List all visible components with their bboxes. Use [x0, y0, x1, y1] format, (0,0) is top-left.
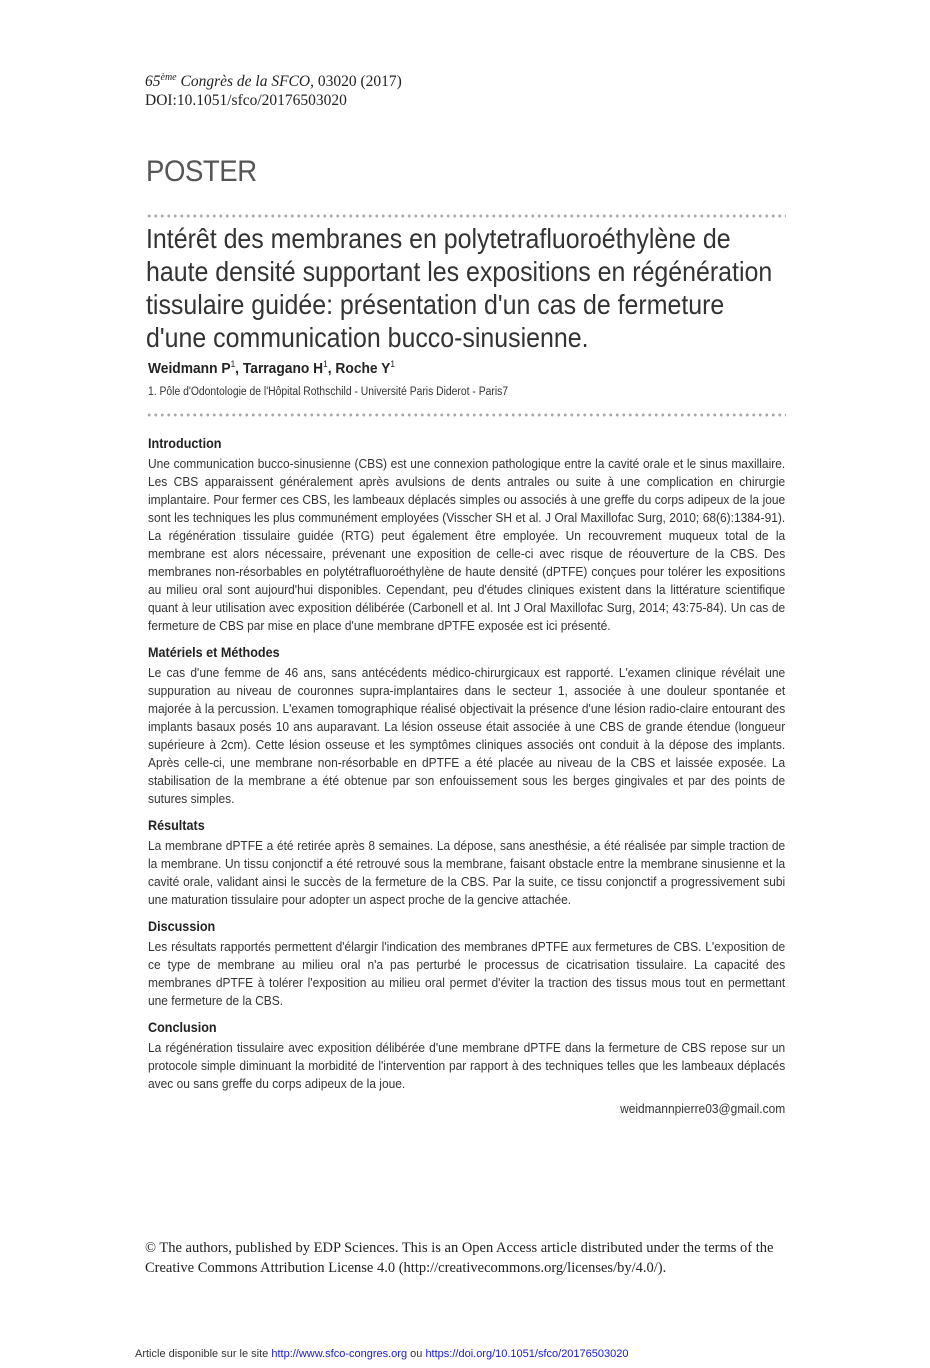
- section-conclusion: [148, 1018, 785, 1093]
- footer-middle: ou: [407, 1348, 426, 1360]
- author-separator: ,: [235, 360, 243, 377]
- citation-line: [145, 72, 402, 91]
- dotted-divider-top: [146, 214, 786, 218]
- license-notice: © The authors, published by EDP Sciences. This is an Open Access article distributed under the terms of the Creative Commons Attribution License 4.0 (http://creativecommons.org/licenses/by/4.0/).: [145, 1240, 774, 1276]
- paper-title: Intérêt des membranes en polytetrafluoroéthylène de haute densité supportant les expositions en régénération tissulaire guidée: présentation d'un cas de fermeture d'une communication bucco-sinusienne.: [146, 223, 773, 353]
- section-heading: Introduction: [148, 435, 222, 451]
- section-heading: Discussion: [148, 918, 216, 934]
- section-results: [148, 816, 785, 909]
- author: [335, 360, 395, 377]
- citation-suffix: , 03020 (2017): [310, 73, 402, 90]
- dotted-divider-bottom: [146, 413, 786, 417]
- footer: [135, 1348, 629, 1360]
- author: [148, 360, 243, 377]
- footer-link-sfco[interactable]: http://www.sfco-congres.org: [271, 1348, 408, 1360]
- poster-body: [148, 434, 785, 1116]
- section-heading: Conclusion: [148, 1019, 217, 1035]
- section-heading: Résultats: [148, 817, 205, 833]
- affiliation: 1. Pôle d'Odontologie de l'Hôpital Rothschild - Université Paris Diderot - Paris7: [148, 386, 509, 398]
- journal-citation: [145, 72, 402, 110]
- author-affiliation-mark: 1: [323, 359, 328, 369]
- author-affiliation-mark: 1: [230, 359, 236, 369]
- doi: DOI:10.1051/sfco/20176503020: [145, 92, 347, 109]
- section-introduction: [148, 434, 785, 635]
- author-list: [148, 360, 395, 377]
- section-label: POSTER: [146, 155, 257, 188]
- section-text: La régénération tissulaire avec exposition délibérée d'une membrane dPTFE dans la fermeture de CBS repose sur un protocole simple diminuant la morbidité de l'intervention par rapport à des techniques telles que les lambeaux déplacés avec ou sans greffe du corps adipeux de la joue.: [148, 1040, 786, 1091]
- congress-ordinal: 65ème Congrès de la SFCO: [145, 72, 311, 90]
- author-separator: ,: [327, 360, 336, 377]
- section-methods: [148, 643, 785, 808]
- section-text: La membrane dPTFE a été retirée après 8 semaines. La dépose, sans anesthésie, a été réalisée par simple traction de la membrane. Un tissu conjonctif a été retrouvé sous la membrane, faisant obstacle entre la membrane sinusienne et la cavité orale, validant ainsi le succès de la fermeture de la CBS. Par la suite, ce tissu conjonctif a progressivement subi une maturation tissulaire pour adopter un aspect proche de la gencive attachée.: [148, 838, 786, 907]
- section-heading: Matériels et Méthodes: [148, 644, 280, 660]
- section-text: Les résultats rapportés permettent d'élargir l'indication des membranes dPTFE aux fermetures de CBS. L'exposition de ce type de membrane au milieu oral n'a pas perturbé le processus de cicatrisation tissulaire. La capacité des membranes dPTFE à tolérer l'exposition au milieu oral permet d'éviter la traction des tissus mous tout en permettant une fermeture de la CBS.: [148, 939, 786, 1008]
- author-name: Tarragano H: [242, 360, 324, 377]
- author: [243, 360, 336, 377]
- section-text: Le cas d'une femme de 46 ans, sans antécédents médico-chirurgicaux est rapporté. L'examen clinique révélait une suppuration au niveau de couronnes supra-implantaires dans le secteur 1, associée à une douleur spontanée et majorée à la percussion. L'examen tomographique réalisé objectivait la présence d'une lésion radio-claire entourant des implants basaux posés 10 ans auparavant. La lésion osseuse était associée à une CBS de grande étendue (longueur supérieure à 2cm). Cette lésion osseuse et les symptômes cliniques associés ont conduit à la dépose des implants. Après celle-ci, une membrane non-résorbable en dPTFE a été placée au niveau de la CBS et laissée exposée. La stabilisation de la membrane a été obtenue par son enfouissement sous les berges gingivales et par des points de sutures simples.: [148, 665, 786, 806]
- contact-email[interactable]: weidmannpierre03@gmail.com: [620, 1101, 786, 1116]
- section-text: Une communication bucco-sinusienne (CBS) est une connexion pathologique entre la cavité orale et le sinus maxillaire. Les CBS apparaissent généralement après avulsions de dents antrales ou suite à une complication en chirurgie implantaire. Pour fermer ces CBS, les lambeaux déplacés simples ou associés à une greffe du corps adipeux de la joue sont les techniques les plus communément employées (Visscher SH et al. J Oral Maxillofac Surg, 2010; 68(6):1384-91). La régénération tissulaire guidée (RTG) peut également être employée. Un recouvrement muqueux total de la membrane est alors nécessaire, prévenant une exposition de celle-ci avec risque de réouverture de la CBS. Des membranes non-résorbables en polytétrafluoroéthylène de haute densité (dPTFE) conçues pour tolérer les expositions au milieu oral sont aujourd'hui disponibles. Cependant, peu d'études cliniques existent dans la littérature scientifique quant à leur utilisation avec exposition délibérée (Carbonell et al. Int J Oral Maxillofac Surg, 2014; 43:75-84). Un cas de fermeture de CBS par mise en place d'une membrane dPTFE exposée est ici présenté.: [148, 456, 786, 633]
- author-name: Weidmann P: [148, 360, 231, 377]
- author-affiliation-mark: 1: [390, 359, 396, 369]
- footer-prefix: Article disponible sur le site: [135, 1348, 272, 1360]
- author-name: Roche Y: [335, 360, 391, 377]
- footer-link-doi[interactable]: https://doi.org/10.1051/sfco/20176503020: [425, 1348, 629, 1360]
- section-discussion: [148, 917, 785, 1010]
